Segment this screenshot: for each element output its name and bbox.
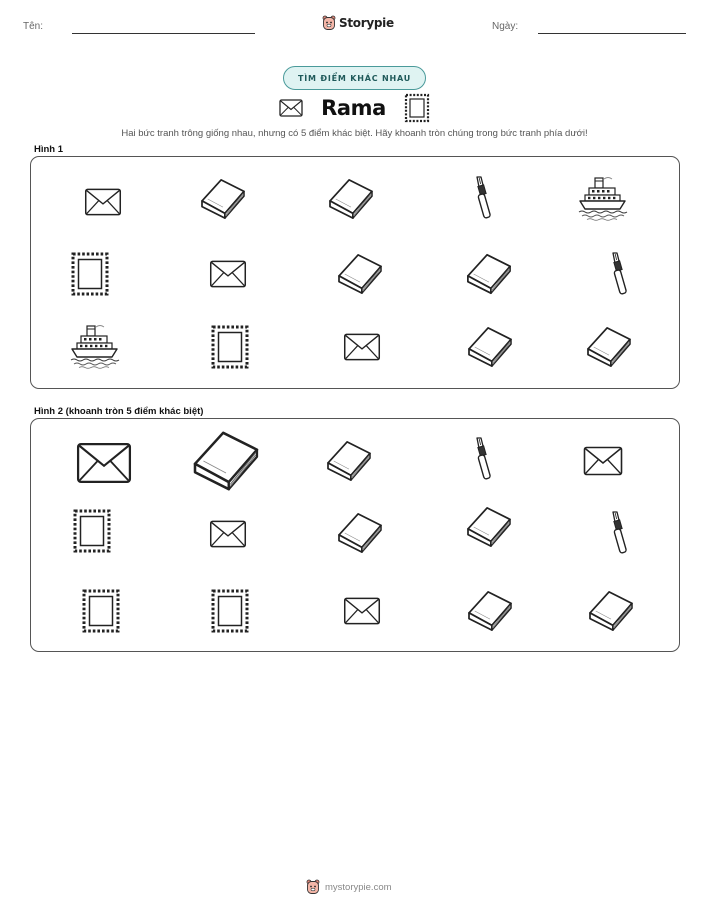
worksheet-badge: TÌM ĐIỂM KHÁC NHAU [283, 66, 426, 90]
mascot-icon [322, 15, 336, 31]
book-icon[interactable] [466, 590, 514, 632]
book-icon[interactable] [327, 178, 375, 220]
worksheet-title-row [0, 92, 709, 124]
stamp-icon[interactable] [70, 250, 110, 298]
book-icon[interactable] [336, 253, 384, 295]
envelope-icon[interactable] [583, 446, 623, 476]
brand-logo [322, 13, 394, 33]
envelope-icon[interactable] [343, 333, 381, 361]
ship-icon[interactable] [578, 175, 628, 221]
book-icon[interactable] [187, 430, 265, 492]
pen-icon[interactable] [609, 251, 631, 297]
stamp-icon[interactable] [72, 507, 112, 555]
pen-icon[interactable] [609, 510, 631, 556]
brand-name: Storypie [339, 16, 394, 30]
footer [306, 879, 392, 895]
book-icon[interactable] [465, 251, 513, 297]
picture2-panel [30, 418, 680, 652]
book-icon[interactable] [585, 326, 633, 368]
name-label: Tên: [23, 21, 44, 32]
book-icon[interactable] [466, 326, 514, 368]
date-label: Ngày: [492, 21, 519, 32]
picture1-label: Hình 1 [34, 144, 64, 155]
stamp-icon[interactable] [210, 323, 250, 371]
book-icon[interactable] [199, 178, 247, 220]
name-line[interactable] [72, 33, 255, 34]
instruction-text: Hai bức tranh trông giống nhau, nhưng có 5 điểm khác biệt. Hãy khoanh tròn chúng trong bức tranh phía dưới! [121, 128, 588, 139]
book-icon[interactable] [587, 590, 635, 632]
book-icon[interactable] [465, 506, 513, 548]
envelope-icon[interactable] [84, 188, 122, 216]
envelope-icon[interactable] [209, 520, 247, 548]
pen-icon[interactable] [473, 436, 495, 482]
stamp-icon[interactable] [81, 587, 121, 635]
date-line[interactable] [538, 33, 686, 34]
envelope-icon[interactable] [75, 442, 133, 484]
picture2-label: Hình 2 (khoanh tròn 5 điểm khác biệt) [34, 406, 204, 417]
envelope-icon[interactable] [343, 597, 381, 625]
page-title: Rama [321, 96, 386, 120]
envelope-icon [279, 99, 303, 117]
footer-site: mystorypie.com [325, 881, 392, 893]
pen-icon[interactable] [473, 175, 495, 221]
book-icon[interactable] [325, 440, 373, 482]
mascot-icon [306, 879, 320, 895]
book-icon[interactable] [336, 512, 384, 554]
ship-icon[interactable] [70, 323, 120, 369]
picture1-panel [30, 156, 680, 389]
stamp-icon[interactable] [210, 587, 250, 635]
stamp-icon [404, 93, 430, 123]
envelope-icon[interactable] [209, 260, 247, 288]
